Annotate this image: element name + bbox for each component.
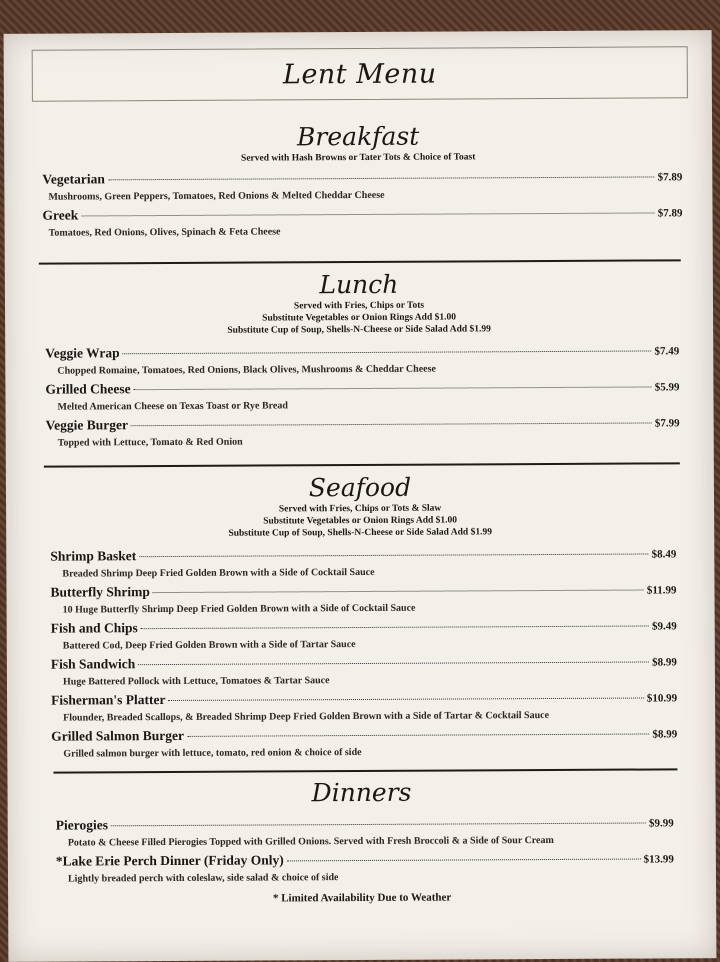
leader-dots: [187, 733, 649, 736]
item-description: Melted American Cheese on Texas Toast or Rye Bread: [57, 400, 288, 413]
item-description: Flounder, Breaded Scallops, & Breaded Shrimp Deep Fried Golden Brown with a Side of Tartar & Cocktail Sauce: [63, 710, 550, 724]
menu-item-veggie-burger: [46, 414, 680, 448]
item-name: Greek: [42, 207, 79, 223]
leader-dots: [108, 176, 655, 180]
item-name: Butterfly Shrimp: [50, 584, 150, 600]
breakfast-note: Served with Hash Browns or Tater Tots & Choice of Toast: [241, 152, 476, 164]
item-price: $8.99: [652, 728, 678, 741]
seafood-note: Substitute Cup of Soup, Shells-N-Cheese or Side Salad Add $1.99: [228, 527, 492, 539]
item-price: $10.99: [646, 692, 678, 705]
item-description: Grilled salmon burger with lettuce, tomato, red onion & choice of side: [63, 746, 362, 760]
menu-item-vegetarian: [42, 168, 682, 202]
section-divider: [39, 259, 681, 264]
item-description: Lightly breaded perch with coleslaw, side salad & choice of side: [67, 872, 339, 885]
item-description: Mushrooms, Green Peppers, Tomatoes, Red Onions & Melted Cheddar Cheese: [48, 189, 385, 203]
leader-dots: [141, 625, 649, 629]
item-name: *Lake Erie Perch Dinner (Friday Only): [55, 852, 284, 869]
breakfast-heading: Breakfast: [296, 121, 420, 152]
leader-dots: [131, 422, 652, 426]
item-name: Fisherman's Platter: [51, 692, 166, 708]
menu-item-grilled-cheese: [45, 378, 679, 412]
dinners-heading: Dinners: [311, 777, 412, 808]
item-description: Chopped Romaine, Tomatoes, Red Onions, Black Olives, Mushrooms & Cheddar Cheese: [57, 363, 436, 377]
section-divider: [44, 462, 680, 467]
menu-item-veggie-wrap: [45, 342, 679, 376]
menu-item-fish-sandwich: [51, 653, 677, 687]
item-name: Pierogies: [55, 817, 108, 833]
lunch-heading: Lunch: [319, 269, 399, 300]
item-description: Tomatoes, Red Onions, Olives, Spinach & Feta Cheese: [48, 226, 281, 239]
menu-item-butterfly-shrimp: [50, 581, 676, 615]
item-name: Fish and Chips: [50, 620, 138, 636]
item-name: Vegetarian: [42, 171, 105, 187]
leader-dots: [287, 859, 641, 862]
lunch-note: Served with Fries, Chips or Tots: [293, 300, 425, 312]
item-name: Fish Sandwich: [50, 656, 136, 672]
item-price: $7.89: [657, 171, 683, 184]
item-price: $8.99: [652, 656, 677, 669]
menu-item-shrimp-basket: [50, 545, 676, 579]
item-price: $7.49: [654, 345, 680, 358]
item-description: Topped with Lettuce, Tomato & Red Onion: [57, 436, 243, 449]
menu-item-grilled-salmon-burger: [51, 725, 677, 759]
item-name: Veggie Wrap: [45, 345, 120, 361]
menu-page: [4, 30, 717, 962]
item-price: $7.99: [654, 417, 680, 430]
leader-dots: [134, 386, 652, 390]
seafood-heading: Seafood: [308, 472, 412, 503]
dinners-section: [7, 776, 716, 885]
lunch-note: Substitute Cup of Soup, Shells-N-Cheese or Side Salad Add $1.99: [227, 324, 491, 336]
leader-dots: [153, 590, 644, 594]
seafood-note: Served with Fries, Chips or Tots & Slaw: [278, 503, 442, 515]
item-price: $13.99: [643, 853, 674, 866]
leader-dots: [168, 698, 643, 701]
item-price: $7.89: [657, 207, 683, 220]
item-description: Battered Cod, Deep Fried Golden Brown with a Side of Tartar Sauce: [62, 639, 356, 652]
section-divider: [53, 768, 677, 773]
footnote: * Limited Availability Due to Weather: [272, 891, 452, 905]
menu-title: Lent Menu: [282, 58, 437, 90]
leader-dots: [81, 212, 654, 216]
item-description: Potato & Cheese Filled Pierogies Topped with Grilled Onions. Served with Fresh Broccoli & a Side of Sour Cream: [67, 834, 554, 849]
menu-item-fishermans-platter: [51, 689, 677, 723]
item-price: $8.49: [651, 548, 677, 561]
item-name: Veggie Burger: [45, 417, 129, 433]
leader-dots: [139, 553, 648, 557]
item-price: $11.99: [646, 584, 677, 597]
seafood-section: [6, 471, 715, 760]
menu-item-pierogies: [56, 814, 674, 848]
menu-item-fish-and-chips: [51, 617, 677, 651]
leader-dots: [123, 350, 652, 354]
item-description: Breaded Shrimp Deep Fried Golden Brown with a Side of Cocktail Sauce: [62, 566, 375, 580]
lunch-note: Substitute Vegetables or Onion Rings Add $1.00: [262, 312, 456, 324]
item-price: $5.99: [654, 381, 680, 394]
menu-item-lake-erie-perch: [56, 850, 674, 884]
title-box: [32, 46, 688, 101]
item-name: Grilled Salmon Burger: [51, 727, 185, 744]
seafood-note: Substitute Vegetables or Onion Rings Add $1.00: [263, 515, 458, 527]
item-name: Shrimp Basket: [50, 548, 137, 564]
item-description: 10 Huge Butterfly Shrimp Deep Fried Golden Brown with a Side of Cocktail Sauce: [62, 602, 416, 616]
item-name: Grilled Cheese: [45, 381, 131, 397]
leader-dots: [111, 823, 646, 827]
menu-item-greek: [42, 204, 682, 238]
item-price: $9.99: [648, 817, 674, 830]
lunch-section: [5, 268, 714, 449]
breakfast-section: [4, 120, 713, 239]
item-description: Huge Battered Pollock with Lettuce, Tomatoes & Tartar Sauce: [62, 675, 330, 688]
leader-dots: [138, 661, 649, 665]
item-price: $9.49: [651, 620, 677, 633]
